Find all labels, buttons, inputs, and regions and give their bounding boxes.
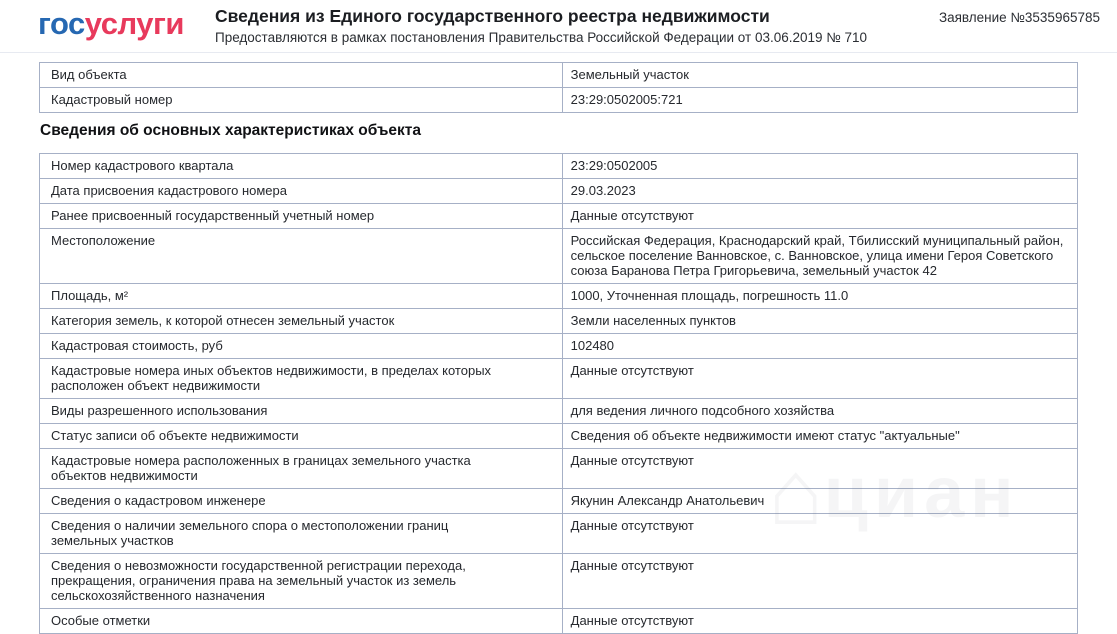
row-label: Местоположение xyxy=(40,229,563,283)
page-title: Сведения из Единого государственного реестра недвижимости xyxy=(214,6,770,26)
object-details-table xyxy=(39,153,1078,634)
row-value: для ведения личного подсобного хозяйства xyxy=(570,403,835,418)
table-row xyxy=(40,178,1077,203)
row-label: Кадастровый номер xyxy=(40,88,563,112)
logo-part-gos: гос xyxy=(38,6,85,41)
row-value: Сведения об объекте недвижимости имеют статус "актуальные" xyxy=(570,428,960,443)
row-label: Кадастровая стоимость, руб xyxy=(40,334,563,358)
row-value: Данные отсутствуют xyxy=(570,208,694,223)
row-label: Кадастровые номера расположенных в границах земельного участка объектов недвижимости xyxy=(40,449,563,488)
row-label: Особые отметки xyxy=(40,609,563,633)
row-value: Данные отсутствуют xyxy=(570,613,694,628)
table-row xyxy=(40,63,1077,87)
section-title: Сведения об основных характеристиках объекта xyxy=(40,122,422,139)
header-titles xyxy=(215,0,867,46)
row-label: Кадастровые номера иных объектов недвижимости, в пределах которых расположен объект недвижимости xyxy=(40,359,563,398)
header xyxy=(0,0,1117,53)
table-row xyxy=(40,154,1077,178)
row-value: Российская Федерация, Краснодарский край, Тбилисский муниципальный район, сельское поселение Ванновское, с. Ванновское, улица имени Героя Советского союза Баранова Петра Григорьевича, земельный участок 42 xyxy=(570,233,1064,278)
row-value: 1000, Уточненная площадь, погрешность 11.0 xyxy=(570,288,849,303)
object-summary-table xyxy=(39,62,1078,113)
row-label: Статус записи об объекте недвижимости xyxy=(40,424,563,448)
row-label: Категория земель, к которой отнесен земельный участок xyxy=(40,309,563,333)
row-value: Данные отсутствуют xyxy=(570,558,694,573)
row-label: Вид объекта xyxy=(40,63,563,87)
table-row xyxy=(40,553,1077,608)
row-value: Данные отсутствуют xyxy=(570,363,694,378)
row-value: Земельный участок xyxy=(570,67,689,82)
row-label: Номер кадастрового квартала xyxy=(40,154,563,178)
table-row xyxy=(40,333,1077,358)
table-row xyxy=(40,358,1077,398)
row-value: Якунин Александр Анатольевич xyxy=(570,493,765,508)
table-row xyxy=(40,283,1077,308)
table-row xyxy=(40,398,1077,423)
row-label: Сведения о наличии земельного спора о местоположении границ земельных участков xyxy=(40,514,563,553)
row-value: 23:29:0502005 xyxy=(570,158,658,173)
application-number: Заявление №3535965785 xyxy=(938,10,1100,25)
table-row xyxy=(40,308,1077,333)
page-subtitle: Предоставляются в рамках постановления Правительства Российской Федерации от 03.06.2019 № 710 xyxy=(214,30,868,45)
row-label: Площадь, м² xyxy=(40,284,563,308)
row-value: 29.03.2023 xyxy=(570,183,636,198)
table-row xyxy=(40,87,1077,112)
row-value: Земли населенных пунктов xyxy=(570,313,736,328)
gosuslugi-logo xyxy=(38,8,184,40)
content xyxy=(0,62,1117,634)
row-label: Сведения о кадастровом инженере xyxy=(40,489,563,513)
row-label: Сведения о невозможности государственной регистрации перехода, прекращения, ограничения права на земельный участок из земель сельскохозяйственного назначения xyxy=(40,554,563,608)
table-row xyxy=(40,608,1077,633)
row-value: Данные отсутствуют xyxy=(570,518,694,533)
table-row xyxy=(40,513,1077,553)
row-value: 23:29:0502005:721 xyxy=(570,92,683,107)
logo-part-uslugi: услуги xyxy=(84,6,184,41)
table-row xyxy=(40,423,1077,448)
row-label: Виды разрешенного использования xyxy=(40,399,563,423)
row-value: 102480 xyxy=(570,338,615,353)
row-label: Ранее присвоенный государственный учетный номер xyxy=(40,204,563,228)
table-row xyxy=(40,228,1077,283)
table-row xyxy=(40,203,1077,228)
table-row xyxy=(40,488,1077,513)
row-value: Данные отсутствуют xyxy=(570,453,694,468)
table-row xyxy=(40,448,1077,488)
row-label: Дата присвоения кадастрового номера xyxy=(40,179,563,203)
